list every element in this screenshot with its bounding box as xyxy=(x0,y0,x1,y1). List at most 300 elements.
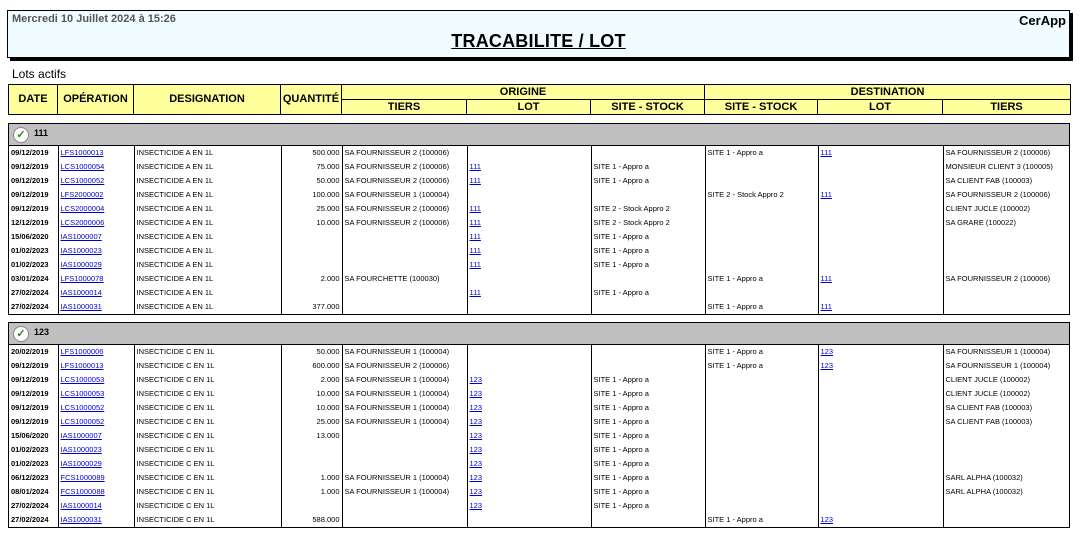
table-row xyxy=(9,443,1071,457)
cell-dest-tiers: SA FOURNISSEUR 2 (100006) xyxy=(943,146,1071,160)
dest-lot-link[interactable]: 111 xyxy=(818,272,943,286)
cell-origin-site: SITE 1 - Appro a xyxy=(591,387,705,401)
cell-dest-tiers: SA FOURNISSEUR 2 (100006) xyxy=(943,272,1071,286)
cell-quantity: 588.000 xyxy=(281,513,342,527)
cell-designation: INSECTICIDE A EN 1L xyxy=(134,174,281,188)
cell-origin-site: SITE 1 - Appro a xyxy=(591,443,705,457)
operation-link[interactable]: IAS1000007 xyxy=(58,230,134,244)
origin-lot-link[interactable]: 111 xyxy=(467,160,591,174)
cell-quantity xyxy=(281,443,342,457)
cell-dest-tiers xyxy=(943,513,1071,527)
operation-link[interactable]: FCS1000089 xyxy=(58,471,134,485)
cell-date: 09/12/2019 xyxy=(11,148,49,157)
check-icon: ✓ xyxy=(13,127,29,143)
cell-date: 27/02/2024 xyxy=(11,302,49,311)
cell-date: 06/12/2023 xyxy=(11,473,49,482)
col-origin-lot: LOT xyxy=(467,100,591,115)
cell-origin-site xyxy=(591,146,705,160)
dest-lot-link xyxy=(818,415,943,429)
table-row xyxy=(9,373,1071,387)
cell-date: 09/12/2019 xyxy=(11,162,49,171)
operation-link[interactable]: LFS1000013 xyxy=(58,146,134,160)
cell-dest-site xyxy=(705,202,818,216)
table-row xyxy=(9,188,1071,202)
dest-lot-link xyxy=(818,160,943,174)
table-row xyxy=(9,202,1071,216)
origin-lot-link[interactable]: 123 xyxy=(467,373,591,387)
cell-dest-site xyxy=(705,429,818,443)
lot-group-header[interactable] xyxy=(9,124,1069,146)
dest-lot-link xyxy=(818,373,943,387)
cell-date: 09/12/2019 xyxy=(11,403,49,412)
operation-link[interactable]: LFS2000002 xyxy=(58,188,134,202)
cell-quantity xyxy=(281,244,342,258)
origin-lot-link[interactable]: 111 xyxy=(467,286,591,300)
cell-dest-tiers: SA FOURNISSEUR 2 (100006) xyxy=(943,188,1071,202)
cell-designation: INSECTICIDE A EN 1L xyxy=(134,146,281,160)
cell-dest-site xyxy=(705,387,818,401)
cell-origin-site: SITE 1 - Appro a xyxy=(591,471,705,485)
col-operation: OPÉRATION xyxy=(58,85,134,115)
origin-lot-link[interactable]: 123 xyxy=(467,457,591,471)
cell-dest-site xyxy=(705,160,818,174)
cell-origin-tiers: SA FOURNISSEUR 1 (100004) xyxy=(342,373,467,387)
cell-dest-site: SITE 2 - Stock Appro 2 xyxy=(705,188,818,202)
cell-dest-tiers: SA CLIENT FAB (100003) xyxy=(943,401,1071,415)
origin-lot-link xyxy=(467,300,591,314)
cell-origin-site xyxy=(591,272,705,286)
dest-lot-link xyxy=(818,244,943,258)
cell-origin-site: SITE 1 - Appro a xyxy=(591,230,705,244)
cell-designation: INSECTICIDE C EN 1L xyxy=(134,429,281,443)
table-row xyxy=(9,401,1071,415)
report-datetime: Mercredi 10 Juillet 2024 à 15:26 xyxy=(12,13,176,25)
lot-code: 123 xyxy=(34,327,50,337)
cell-quantity: 377.000 xyxy=(281,300,342,314)
dest-lot-link xyxy=(818,499,943,513)
cell-quantity: 75.000 xyxy=(281,160,342,174)
table-row xyxy=(9,174,1071,188)
cell-date: 09/12/2019 xyxy=(11,176,49,185)
cell-dest-tiers: SA CLIENT FAB (100003) xyxy=(943,174,1071,188)
cell-origin-tiers: SA FOURNISSEUR 2 (100006) xyxy=(342,216,467,230)
cell-quantity: 500.000 xyxy=(281,146,342,160)
cell-designation: INSECTICIDE A EN 1L xyxy=(134,300,281,314)
cell-origin-site: SITE 2 - Stock Appro 2 xyxy=(591,202,705,216)
cell-origin-site: SITE 1 - Appro a xyxy=(591,457,705,471)
lot-group-111 xyxy=(8,123,1070,315)
dest-lot-link xyxy=(818,202,943,216)
cell-quantity: 25.000 xyxy=(281,415,342,429)
dest-lot-link xyxy=(818,457,943,471)
dest-lot-link xyxy=(818,174,943,188)
col-dest-tiers: TIERS xyxy=(943,100,1071,115)
cell-dest-site: SITE 1 - Appro a xyxy=(705,300,818,314)
cell-origin-site: SITE 1 - Appro a xyxy=(591,415,705,429)
cell-dest-tiers xyxy=(943,286,1071,300)
cell-dest-site xyxy=(705,499,818,513)
cell-designation: INSECTICIDE C EN 1L xyxy=(134,345,281,359)
cell-origin-site: SITE 1 - Appro a xyxy=(591,499,705,513)
cell-origin-tiers: SA FOURNISSEUR 1 (100004) xyxy=(342,485,467,499)
app-name: CerApp xyxy=(1019,13,1066,28)
cell-origin-tiers: SA FOURNISSEUR 2 (100006) xyxy=(342,146,467,160)
lot-table xyxy=(9,146,1071,314)
cell-origin-site: SITE 1 - Appro a xyxy=(591,258,705,272)
cell-designation: INSECTICIDE A EN 1L xyxy=(134,244,281,258)
col-date: DATE xyxy=(9,85,58,115)
dest-lot-link xyxy=(818,485,943,499)
cell-origin-site: SITE 1 - Appro a xyxy=(591,174,705,188)
operation-link[interactable]: LCS1000052 xyxy=(58,401,134,415)
cell-quantity: 25.000 xyxy=(281,202,342,216)
cell-quantity xyxy=(281,457,342,471)
cell-dest-tiers xyxy=(943,244,1071,258)
dest-lot-link xyxy=(818,258,943,272)
cell-origin-site: SITE 1 - Appro a xyxy=(591,429,705,443)
cell-designation: INSECTICIDE A EN 1L xyxy=(134,272,281,286)
table-row xyxy=(9,345,1071,359)
cell-origin-site: SITE 1 - Appro a xyxy=(591,373,705,387)
cell-dest-site xyxy=(705,230,818,244)
cell-dest-tiers: SARL ALPHA (100032) xyxy=(943,471,1071,485)
cell-date: 01/02/2023 xyxy=(11,459,49,468)
operation-link[interactable]: LCS1000054 xyxy=(58,160,134,174)
origin-lot-link[interactable]: 123 xyxy=(467,499,591,513)
dest-lot-link[interactable]: 111 xyxy=(818,146,943,160)
cell-quantity: 2.000 xyxy=(281,272,342,286)
dest-lot-link[interactable]: 123 xyxy=(818,359,943,373)
cell-origin-site xyxy=(591,188,705,202)
cell-origin-site: SITE 1 - Appro a xyxy=(591,485,705,499)
cell-origin-tiers: SA FOURNISSEUR 1 (100004) xyxy=(342,387,467,401)
table-row xyxy=(9,429,1071,443)
cell-date: 09/12/2019 xyxy=(11,361,49,370)
cell-designation: INSECTICIDE C EN 1L xyxy=(134,457,281,471)
table-row xyxy=(9,272,1071,286)
origin-lot-link[interactable]: 111 xyxy=(467,258,591,272)
cell-quantity xyxy=(281,499,342,513)
cell-origin-site: SITE 1 - Appro a xyxy=(591,286,705,300)
operation-link[interactable]: FCS1000088 xyxy=(58,485,134,499)
cell-origin-tiers xyxy=(342,429,467,443)
cell-origin-site xyxy=(591,300,705,314)
cell-dest-site: SITE 1 - Appro a xyxy=(705,359,818,373)
cell-dest-tiers xyxy=(943,429,1071,443)
cell-designation: INSECTICIDE C EN 1L xyxy=(134,373,281,387)
origin-lot-link[interactable]: 123 xyxy=(467,415,591,429)
origin-lot-link xyxy=(467,272,591,286)
cell-origin-tiers xyxy=(342,300,467,314)
origin-lot-link[interactable]: 123 xyxy=(467,471,591,485)
cell-dest-site: SITE 1 - Appro a xyxy=(705,345,818,359)
cell-dest-tiers xyxy=(943,230,1071,244)
cell-dest-tiers: CLIENT JUCLE (100002) xyxy=(943,373,1071,387)
dest-lot-link xyxy=(818,429,943,443)
cell-dest-site xyxy=(705,401,818,415)
cell-date: 03/01/2024 xyxy=(11,274,49,283)
table-row xyxy=(9,457,1071,471)
origin-lot-link xyxy=(467,188,591,202)
cell-quantity: 50.000 xyxy=(281,174,342,188)
cell-designation: INSECTICIDE A EN 1L xyxy=(134,188,281,202)
table-row xyxy=(9,387,1071,401)
cell-date: 09/12/2019 xyxy=(11,204,49,213)
operation-link[interactable]: IAS1000014 xyxy=(58,499,134,513)
cell-date: 12/12/2019 xyxy=(11,218,49,227)
cell-date: 15/06/2020 xyxy=(11,431,49,440)
cell-origin-tiers: SA FOURCHETTE (100030) xyxy=(342,272,467,286)
cell-designation: INSECTICIDE C EN 1L xyxy=(134,387,281,401)
col-origin-site: SITE - STOCK xyxy=(591,100,705,115)
cell-dest-tiers: CLIENT JUCLE (100002) xyxy=(943,202,1071,216)
section-title: Lots actifs xyxy=(12,67,67,81)
cell-dest-site xyxy=(705,216,818,230)
col-quantity: QUANTITÉ xyxy=(281,85,342,115)
origin-lot-link[interactable]: 123 xyxy=(467,485,591,499)
cell-origin-tiers: SA FOURNISSEUR 2 (100006) xyxy=(342,359,467,373)
cell-quantity: 10.000 xyxy=(281,216,342,230)
cell-quantity xyxy=(281,230,342,244)
operation-link[interactable]: IAS1000031 xyxy=(58,513,134,527)
lot-group-123 xyxy=(8,322,1070,528)
origin-lot-link[interactable]: 111 xyxy=(467,174,591,188)
cell-date: 01/02/2023 xyxy=(11,260,49,269)
dest-lot-link xyxy=(818,286,943,300)
cell-quantity: 10.000 xyxy=(281,387,342,401)
operation-link[interactable]: IAS1000014 xyxy=(58,286,134,300)
cell-origin-site xyxy=(591,359,705,373)
origin-lot-link[interactable]: 123 xyxy=(467,429,591,443)
operation-link[interactable]: IAS1000007 xyxy=(58,429,134,443)
lot-code: 111 xyxy=(34,128,49,138)
operation-link[interactable]: IAS1000029 xyxy=(58,457,134,471)
dest-lot-link[interactable]: 111 xyxy=(818,188,943,202)
check-icon: ✓ xyxy=(13,326,29,342)
cell-designation: INSECTICIDE A EN 1L xyxy=(134,258,281,272)
cell-designation: INSECTICIDE A EN 1L xyxy=(134,286,281,300)
cell-dest-site xyxy=(705,485,818,499)
cell-date: 09/12/2019 xyxy=(11,375,49,384)
origin-lot-link[interactable]: 123 xyxy=(467,401,591,415)
cell-dest-tiers xyxy=(943,300,1071,314)
cell-quantity: 1.000 xyxy=(281,471,342,485)
cell-origin-tiers: SA FOURNISSEUR 1 (100004) xyxy=(342,471,467,485)
table-row xyxy=(9,160,1071,174)
operation-link[interactable]: IAS1000029 xyxy=(58,258,134,272)
origin-lot-link[interactable]: 111 xyxy=(467,230,591,244)
table-row xyxy=(9,499,1071,513)
col-destination: DESTINATION xyxy=(705,85,1071,100)
cell-dest-site xyxy=(705,443,818,457)
cell-quantity: 2.000 xyxy=(281,373,342,387)
cell-origin-tiers: SA FOURNISSEUR 2 (100006) xyxy=(342,202,467,216)
cell-quantity: 10.000 xyxy=(281,401,342,415)
cell-dest-tiers xyxy=(943,499,1071,513)
cell-dest-tiers xyxy=(943,443,1071,457)
cell-quantity xyxy=(281,258,342,272)
cell-designation: INSECTICIDE C EN 1L xyxy=(134,401,281,415)
table-row xyxy=(9,471,1071,485)
cell-origin-tiers: SA FOURNISSEUR 1 (100004) xyxy=(342,415,467,429)
cell-date: 27/02/2024 xyxy=(11,288,49,297)
table-row xyxy=(9,258,1071,272)
table-row xyxy=(9,485,1071,499)
cell-date: 15/06/2020 xyxy=(11,232,49,241)
cell-date: 01/02/2023 xyxy=(11,445,49,454)
cell-dest-site xyxy=(705,373,818,387)
cell-date: 09/12/2019 xyxy=(11,389,49,398)
report-header xyxy=(7,10,1070,58)
origin-lot-link[interactable]: 111 xyxy=(467,202,591,216)
table-row xyxy=(9,146,1071,160)
dest-lot-link[interactable]: 123 xyxy=(818,513,943,527)
dest-lot-link[interactable]: 111 xyxy=(818,300,943,314)
origin-lot-link[interactable]: 123 xyxy=(467,387,591,401)
table-row xyxy=(9,216,1071,230)
dest-lot-link xyxy=(818,387,943,401)
table-row xyxy=(9,300,1071,314)
cell-origin-tiers xyxy=(342,286,467,300)
cell-dest-site xyxy=(705,471,818,485)
lot-table xyxy=(9,345,1071,527)
operation-link[interactable]: IAS1000023 xyxy=(58,443,134,457)
origin-lot-link xyxy=(467,359,591,373)
operation-link[interactable]: LFS1000006 xyxy=(58,345,134,359)
operation-link[interactable]: LCS2000004 xyxy=(58,202,134,216)
cell-dest-site xyxy=(705,415,818,429)
cell-dest-tiers: SA FOURNISSEUR 1 (100004) xyxy=(943,345,1071,359)
operation-link[interactable]: LCS1000053 xyxy=(58,373,134,387)
origin-lot-link[interactable]: 123 xyxy=(467,443,591,457)
operation-link[interactable]: LCS1000053 xyxy=(58,387,134,401)
cell-dest-tiers: SARL ALPHA (100032) xyxy=(943,485,1071,499)
operation-link[interactable]: LFS1000013 xyxy=(58,359,134,373)
cell-designation: INSECTICIDE A EN 1L xyxy=(134,230,281,244)
lot-group-header[interactable] xyxy=(9,323,1069,345)
cell-origin-tiers: SA FOURNISSEUR 1 (100004) xyxy=(342,188,467,202)
page-title: TRACABILITE / LOT xyxy=(451,31,626,51)
operation-link[interactable]: LFS1000078 xyxy=(58,272,134,286)
col-designation: DESIGNATION xyxy=(134,85,281,115)
cell-dest-tiers xyxy=(943,457,1071,471)
operation-link[interactable]: IAS1000023 xyxy=(58,244,134,258)
cell-quantity: 600.000 xyxy=(281,359,342,373)
table-row xyxy=(9,359,1071,373)
cell-designation: INSECTICIDE C EN 1L xyxy=(134,415,281,429)
col-dest-lot: LOT xyxy=(818,100,943,115)
table-row xyxy=(9,244,1071,258)
cell-origin-site: SITE 1 - Appro a xyxy=(591,160,705,174)
cell-date: 08/01/2024 xyxy=(11,487,49,496)
cell-quantity: 100.000 xyxy=(281,188,342,202)
cell-dest-site xyxy=(705,286,818,300)
cell-date: 20/02/2019 xyxy=(11,347,49,356)
cell-origin-tiers: SA FOURNISSEUR 2 (100006) xyxy=(342,160,467,174)
cell-designation: INSECTICIDE A EN 1L xyxy=(134,202,281,216)
cell-quantity: 1.000 xyxy=(281,485,342,499)
cell-designation: INSECTICIDE A EN 1L xyxy=(134,216,281,230)
cell-date: 01/02/2023 xyxy=(11,246,49,255)
cell-dest-site: SITE 1 - Appro a xyxy=(705,272,818,286)
cell-origin-site xyxy=(591,513,705,527)
cell-quantity xyxy=(281,286,342,300)
cell-designation: INSECTICIDE C EN 1L xyxy=(134,485,281,499)
cell-date: 27/02/2024 xyxy=(11,515,49,524)
dest-lot-link xyxy=(818,443,943,457)
dest-lot-link xyxy=(818,471,943,485)
cell-designation: INSECTICIDE A EN 1L xyxy=(134,160,281,174)
cell-origin-tiers xyxy=(342,499,467,513)
dest-lot-link[interactable]: 123 xyxy=(818,345,943,359)
cell-origin-tiers xyxy=(342,230,467,244)
table-row xyxy=(9,230,1071,244)
origin-lot-link xyxy=(467,146,591,160)
origin-lot-link xyxy=(467,513,591,527)
cell-origin-site: SITE 1 - Appro a xyxy=(591,244,705,258)
origin-lot-link[interactable]: 111 xyxy=(467,216,591,230)
table-row xyxy=(9,513,1071,527)
operation-link[interactable]: LCS1000052 xyxy=(58,174,134,188)
cell-dest-site xyxy=(705,244,818,258)
cell-dest-site xyxy=(705,258,818,272)
cell-origin-tiers xyxy=(342,457,467,471)
cell-origin-site: SITE 2 - Stock Appro 2 xyxy=(591,216,705,230)
origin-lot-link[interactable]: 111 xyxy=(467,244,591,258)
table-row xyxy=(9,415,1071,429)
cell-dest-tiers: MONSIEUR CLIENT 3 (100005) xyxy=(943,160,1071,174)
cell-origin-tiers xyxy=(342,258,467,272)
cell-designation: INSECTICIDE C EN 1L xyxy=(134,359,281,373)
operation-link[interactable]: LCS2000006 xyxy=(58,216,134,230)
table-row xyxy=(9,286,1071,300)
cell-quantity: 50.000 xyxy=(281,345,342,359)
cell-dest-tiers: SA FOURNISSEUR 1 (100004) xyxy=(943,359,1071,373)
col-dest-site: SITE - STOCK xyxy=(705,100,818,115)
dest-lot-link xyxy=(818,401,943,415)
cell-date: 27/02/2024 xyxy=(11,501,49,510)
cell-origin-site xyxy=(591,345,705,359)
cell-origin-tiers xyxy=(342,244,467,258)
cell-dest-tiers: CLIENT JUCLE (100002) xyxy=(943,387,1071,401)
cell-origin-tiers xyxy=(342,513,467,527)
column-header xyxy=(8,84,1071,115)
col-origin: ORIGINE xyxy=(342,85,705,100)
cell-designation: INSECTICIDE C EN 1L xyxy=(134,513,281,527)
dest-lot-link xyxy=(818,216,943,230)
cell-origin-tiers: SA FOURNISSEUR 1 (100004) xyxy=(342,401,467,415)
cell-dest-site: SITE 1 - Appro a xyxy=(705,513,818,527)
cell-origin-site: SITE 1 - Appro a xyxy=(591,401,705,415)
cell-dest-tiers: SA CLIENT FAB (100003) xyxy=(943,415,1071,429)
cell-designation: INSECTICIDE C EN 1L xyxy=(134,443,281,457)
col-origin-tiers: TIERS xyxy=(342,100,467,115)
cell-designation: INSECTICIDE C EN 1L xyxy=(134,471,281,485)
cell-dest-site xyxy=(705,457,818,471)
origin-lot-link xyxy=(467,345,591,359)
operation-link[interactable]: LCS1000052 xyxy=(58,415,134,429)
dest-lot-link xyxy=(818,230,943,244)
cell-date: 09/12/2019 xyxy=(11,417,49,426)
cell-dest-site: SITE 1 - Appro a xyxy=(705,146,818,160)
cell-date: 09/12/2019 xyxy=(11,190,49,199)
cell-dest-tiers xyxy=(943,258,1071,272)
cell-origin-tiers: SA FOURNISSEUR 1 (100004) xyxy=(342,345,467,359)
cell-origin-tiers xyxy=(342,443,467,457)
cell-designation: INSECTICIDE C EN 1L xyxy=(134,499,281,513)
cell-dest-site xyxy=(705,174,818,188)
operation-link[interactable]: IAS1000031 xyxy=(58,300,134,314)
